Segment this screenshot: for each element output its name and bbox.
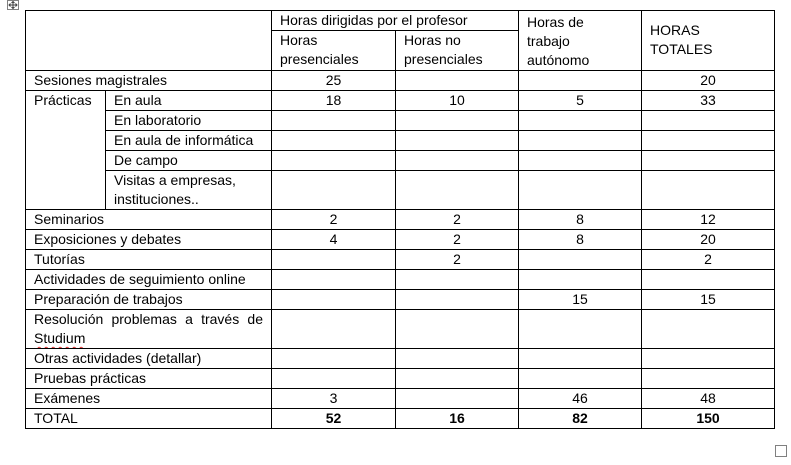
table-row-pruebas — [26, 369, 775, 389]
row-label: Exposiciones y debates — [26, 230, 272, 250]
row-label-line1: Visitas a empresas, — [114, 172, 236, 188]
header-non-presential-line2: presenciales — [404, 51, 483, 68]
row-label-line1: Resolución problemas a través de — [34, 311, 263, 327]
cell-autonomous — [519, 171, 642, 210]
cell-non-presential — [396, 389, 519, 409]
cell-total — [642, 171, 775, 210]
practicas-group-label: Prácticas — [26, 91, 106, 210]
header-total-line1: HORAS — [650, 22, 700, 38]
table-header-row — [26, 11, 775, 31]
cell-total: 48 — [642, 389, 775, 409]
cell-non-presential — [396, 290, 519, 310]
row-label: En aula — [106, 91, 272, 111]
cell-non-presential — [396, 270, 519, 290]
cell-total: 15 — [642, 290, 775, 310]
cell-presential — [272, 171, 396, 210]
cell-presential — [272, 290, 396, 310]
cell-total — [642, 270, 775, 290]
cell-non-presential: 2 — [396, 210, 519, 230]
header-non-presential-hours — [396, 31, 519, 71]
cell-autonomous — [519, 310, 642, 349]
cell-total — [642, 151, 775, 171]
table-row-total — [26, 409, 775, 429]
table-row-preparacion — [26, 290, 775, 310]
cell-non-presential — [396, 71, 519, 91]
header-presential-line2: presenciales — [280, 51, 359, 68]
table-row-practicas-visitas — [26, 171, 775, 210]
cell-autonomous-total: 82 — [519, 409, 642, 429]
cell-total — [642, 131, 775, 151]
table-row-exposiciones — [26, 230, 775, 250]
cell-non-presential-total: 16 — [396, 409, 519, 429]
row-label: Exámenes — [26, 389, 272, 409]
cell-grand-total: 150 — [642, 409, 775, 429]
cell-total — [642, 369, 775, 389]
cell-non-presential: 10 — [396, 91, 519, 111]
cell-presential — [272, 310, 396, 349]
table-row-resolucion — [26, 310, 775, 349]
cell-total: 20 — [642, 71, 775, 91]
header-autonomous-line3: autónomo — [527, 52, 590, 68]
cell-total: 12 — [642, 210, 775, 230]
cell-presential: 2 — [272, 210, 396, 230]
cell-total — [642, 310, 775, 349]
table-move-handle-icon[interactable] — [7, 0, 19, 10]
table-row-practicas-campo — [26, 151, 775, 171]
cell-autonomous: 15 — [519, 290, 642, 310]
cell-presential: 25 — [272, 71, 396, 91]
row-label: Tutorías — [26, 250, 272, 270]
cell-non-presential — [396, 349, 519, 369]
header-autonomous-line1: Horas de — [527, 14, 584, 30]
table-resize-handle-icon[interactable] — [775, 445, 787, 457]
cell-presential: 3 — [272, 389, 396, 409]
cell-autonomous — [519, 151, 642, 171]
row-label — [26, 310, 272, 349]
cell-total: 20 — [642, 230, 775, 250]
row-label: Seminarios — [26, 210, 272, 230]
header-total-line2: TOTALES — [650, 41, 713, 57]
row-label: En aula de informática — [106, 131, 272, 151]
cell-non-presential: 2 — [396, 250, 519, 270]
cell-presential — [272, 151, 396, 171]
cell-autonomous: 5 — [519, 91, 642, 111]
cell-presential — [272, 131, 396, 151]
cell-autonomous: 46 — [519, 389, 642, 409]
row-label: Otras actividades (detallar) — [26, 349, 272, 369]
cell-presential — [272, 111, 396, 131]
cell-non-presential — [396, 131, 519, 151]
row-label — [106, 171, 272, 210]
cell-non-presential — [396, 369, 519, 389]
header-autonomous-line2: trabajo — [527, 33, 570, 49]
header-total-hours — [642, 11, 775, 71]
table-row-practicas-informatica — [26, 131, 775, 151]
row-label: Sesiones magistrales — [26, 71, 272, 91]
row-label: En laboratorio — [106, 111, 272, 131]
row-label-line2: instituciones.. — [114, 191, 199, 207]
row-label-total: TOTAL — [26, 409, 272, 429]
spellcheck-word: Studium — [34, 330, 86, 346]
cell-autonomous: 8 — [519, 230, 642, 250]
cell-non-presential: 2 — [396, 230, 519, 250]
cell-autonomous — [519, 349, 642, 369]
cell-non-presential — [396, 151, 519, 171]
cell-autonomous — [519, 369, 642, 389]
cell-total — [642, 111, 775, 131]
cell-total: 2 — [642, 250, 775, 270]
row-label: De campo — [106, 151, 272, 171]
row-label: Preparación de trabajos — [26, 290, 272, 310]
cell-autonomous — [519, 71, 642, 91]
cell-presential: 4 — [272, 230, 396, 250]
hours-table — [25, 10, 775, 429]
header-presential-hours — [272, 31, 396, 71]
table-row-seminarios — [26, 210, 775, 230]
cell-presential: 18 — [272, 91, 396, 111]
table-row-examenes — [26, 389, 775, 409]
table-row-tutorias — [26, 250, 775, 270]
header-autonomous-hours — [519, 11, 642, 71]
cell-autonomous — [519, 270, 642, 290]
cell-presential — [272, 250, 396, 270]
table-row-practicas-laboratorio — [26, 111, 775, 131]
cell-presential — [272, 369, 396, 389]
cell-autonomous — [519, 131, 642, 151]
cell-autonomous: 8 — [519, 210, 642, 230]
row-label-line2 — [34, 329, 263, 348]
table-row-magistrales — [26, 71, 775, 91]
cell-non-presential — [396, 310, 519, 349]
cell-total: 33 — [642, 91, 775, 111]
table-row-seguimiento — [26, 270, 775, 290]
cell-non-presential — [396, 171, 519, 210]
header-teacher-hours: Horas dirigidas por el profesor — [272, 11, 519, 31]
cell-presential — [272, 270, 396, 290]
table-row-practicas-aula — [26, 91, 775, 111]
cell-presential — [272, 349, 396, 369]
cell-total — [642, 349, 775, 369]
header-presential-line1: Horas — [280, 32, 318, 49]
header-non-presential-line1: Horas no — [404, 32, 461, 49]
cell-non-presential — [396, 111, 519, 131]
cell-presential-total: 52 — [272, 409, 396, 429]
cell-autonomous — [519, 111, 642, 131]
row-label: Actividades de seguimiento online — [26, 270, 272, 290]
cell-autonomous — [519, 250, 642, 270]
header-empty-cell — [26, 11, 272, 71]
table-row-otras — [26, 349, 775, 369]
row-label: Pruebas prácticas — [26, 369, 272, 389]
